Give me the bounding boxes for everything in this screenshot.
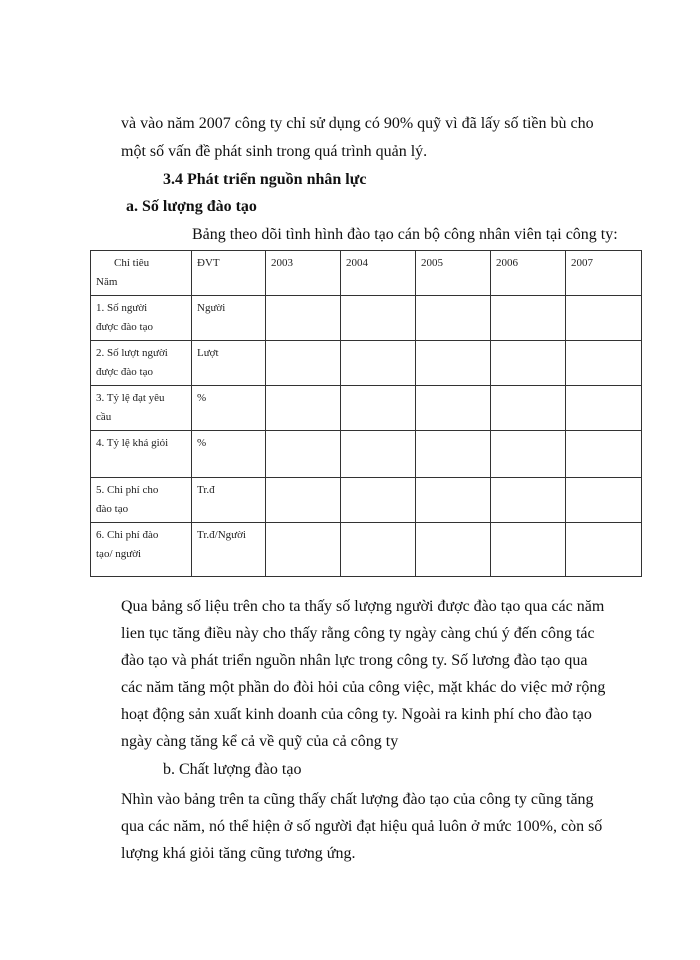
cell <box>491 296 566 341</box>
row-label-line1: 3. Tỷ lệ đạt yêu <box>96 392 165 404</box>
paragraph-line: lượng khá giỏi tăng cũng tương ứng. <box>121 845 356 862</box>
row-label <box>91 341 192 386</box>
quality-paragraph <box>121 786 661 867</box>
row-label-line1: 2. Số lượt người <box>96 347 168 359</box>
cell <box>266 478 341 523</box>
row-label <box>91 478 192 523</box>
table-row <box>91 431 642 478</box>
row-label <box>91 386 192 431</box>
row-label-line2: đào tạo <box>96 503 129 515</box>
table-row <box>91 341 642 386</box>
row-label <box>91 296 192 341</box>
cell <box>341 523 416 577</box>
row-unit: Tr.đ <box>192 478 266 523</box>
analysis-paragraph <box>121 593 661 755</box>
header-chitieu: Chỉ tiêu <box>114 257 150 269</box>
row-unit: Lượt <box>192 341 266 386</box>
paragraph-line: Qua bảng số liệu trên cho ta thấy số lượng người được đào tạo qua các năm <box>121 598 605 615</box>
paragraph-line: qua các năm, nó thể hiện ở số người đạt hiệu quả luôn ở mức 100%, còn số <box>121 818 603 835</box>
header-year-2005: 2005 <box>416 251 491 296</box>
header-chitieu-nam <box>91 251 192 296</box>
cell <box>491 478 566 523</box>
row-unit: % <box>192 386 266 431</box>
cell <box>566 386 642 431</box>
cell <box>266 296 341 341</box>
subsection-b-heading: b. Chất lượng đào tạo <box>163 761 302 778</box>
row-label-line2: cầu <box>96 411 112 423</box>
cell <box>491 386 566 431</box>
cell <box>416 341 491 386</box>
cell <box>566 523 642 577</box>
intro-line-2: một số vấn đề phát sinh trong quá trình quản lý. <box>121 143 428 160</box>
table-row <box>91 386 642 431</box>
header-year-2004: 2004 <box>341 251 416 296</box>
paragraph-line: lien tục tăng điều này cho thấy rằng công ty ngày càng chú ý đến công tác <box>121 625 595 642</box>
row-label-line2: tạo/ người <box>96 548 142 560</box>
paragraph-line: đào tạo và phát triển nguồn nhân lực trong công ty. Số lương đào tạo qua <box>121 652 588 669</box>
cell <box>341 341 416 386</box>
row-label-line2: được đào tạo <box>96 321 153 333</box>
header-year-2007: 2007 <box>566 251 642 296</box>
cell <box>341 431 416 478</box>
row-unit: Người <box>192 296 266 341</box>
table-caption: Bảng theo dõi tình hình đào tạo cán bộ công nhân viên tại công ty: <box>192 226 618 243</box>
header-dvt: ĐVT <box>192 251 266 296</box>
paragraph-line: hoạt động sản xuất kinh doanh của công ty. Ngoài ra kinh phí cho đào tạo <box>121 706 592 723</box>
cell <box>266 341 341 386</box>
row-label-line2: được đào tạo <box>96 366 153 378</box>
row-label-line1: 1. Số người <box>96 302 148 314</box>
row-label-line1: 4. Tỷ lệ khá giỏi <box>96 437 169 449</box>
table-header-row <box>91 251 642 296</box>
paragraph-line: Nhìn vào bảng trên ta cũng thấy chất lượng đào tạo của công ty cũng tăng <box>121 791 594 808</box>
row-label <box>91 523 192 577</box>
paragraph-line: các năm tăng một phần do đòi hỏi của công việc, mặt khác do việc mở rộng <box>121 679 606 696</box>
cell <box>416 386 491 431</box>
paragraph-line: ngày càng tăng kể cả về quỹ của cả công ty <box>121 733 399 750</box>
header-year-2003: 2003 <box>266 251 341 296</box>
row-label-line1: 6. Chi phí đào <box>96 529 159 541</box>
cell <box>491 431 566 478</box>
cell <box>566 296 642 341</box>
cell <box>266 431 341 478</box>
cell <box>491 523 566 577</box>
header-nam: Năm <box>96 276 118 288</box>
cell <box>416 296 491 341</box>
cell <box>266 523 341 577</box>
cell <box>416 431 491 478</box>
row-unit: Tr.đ/Người <box>192 523 266 577</box>
intro-line-1: và vào năm 2007 công ty chỉ sử dụng có 90% quỹ vì đã lấy số tiền bù cho <box>121 115 594 132</box>
header-year-2006: 2006 <box>491 251 566 296</box>
cell <box>341 296 416 341</box>
cell <box>341 386 416 431</box>
cell <box>416 478 491 523</box>
table-row <box>91 478 642 523</box>
cell <box>491 341 566 386</box>
training-table <box>90 250 642 577</box>
cell <box>566 341 642 386</box>
row-label-line1: 5. Chi phí cho <box>96 484 159 496</box>
table-row <box>91 296 642 341</box>
subsection-a-heading: a. Số lượng đào tạo <box>126 198 257 215</box>
cell <box>266 386 341 431</box>
cell <box>341 478 416 523</box>
row-unit: % <box>192 431 266 478</box>
cell <box>416 523 491 577</box>
section-heading: 3.4 Phát triển nguồn nhân lực <box>163 171 367 188</box>
cell <box>566 431 642 478</box>
cell <box>566 478 642 523</box>
row-label <box>91 431 192 478</box>
table-row <box>91 523 642 577</box>
